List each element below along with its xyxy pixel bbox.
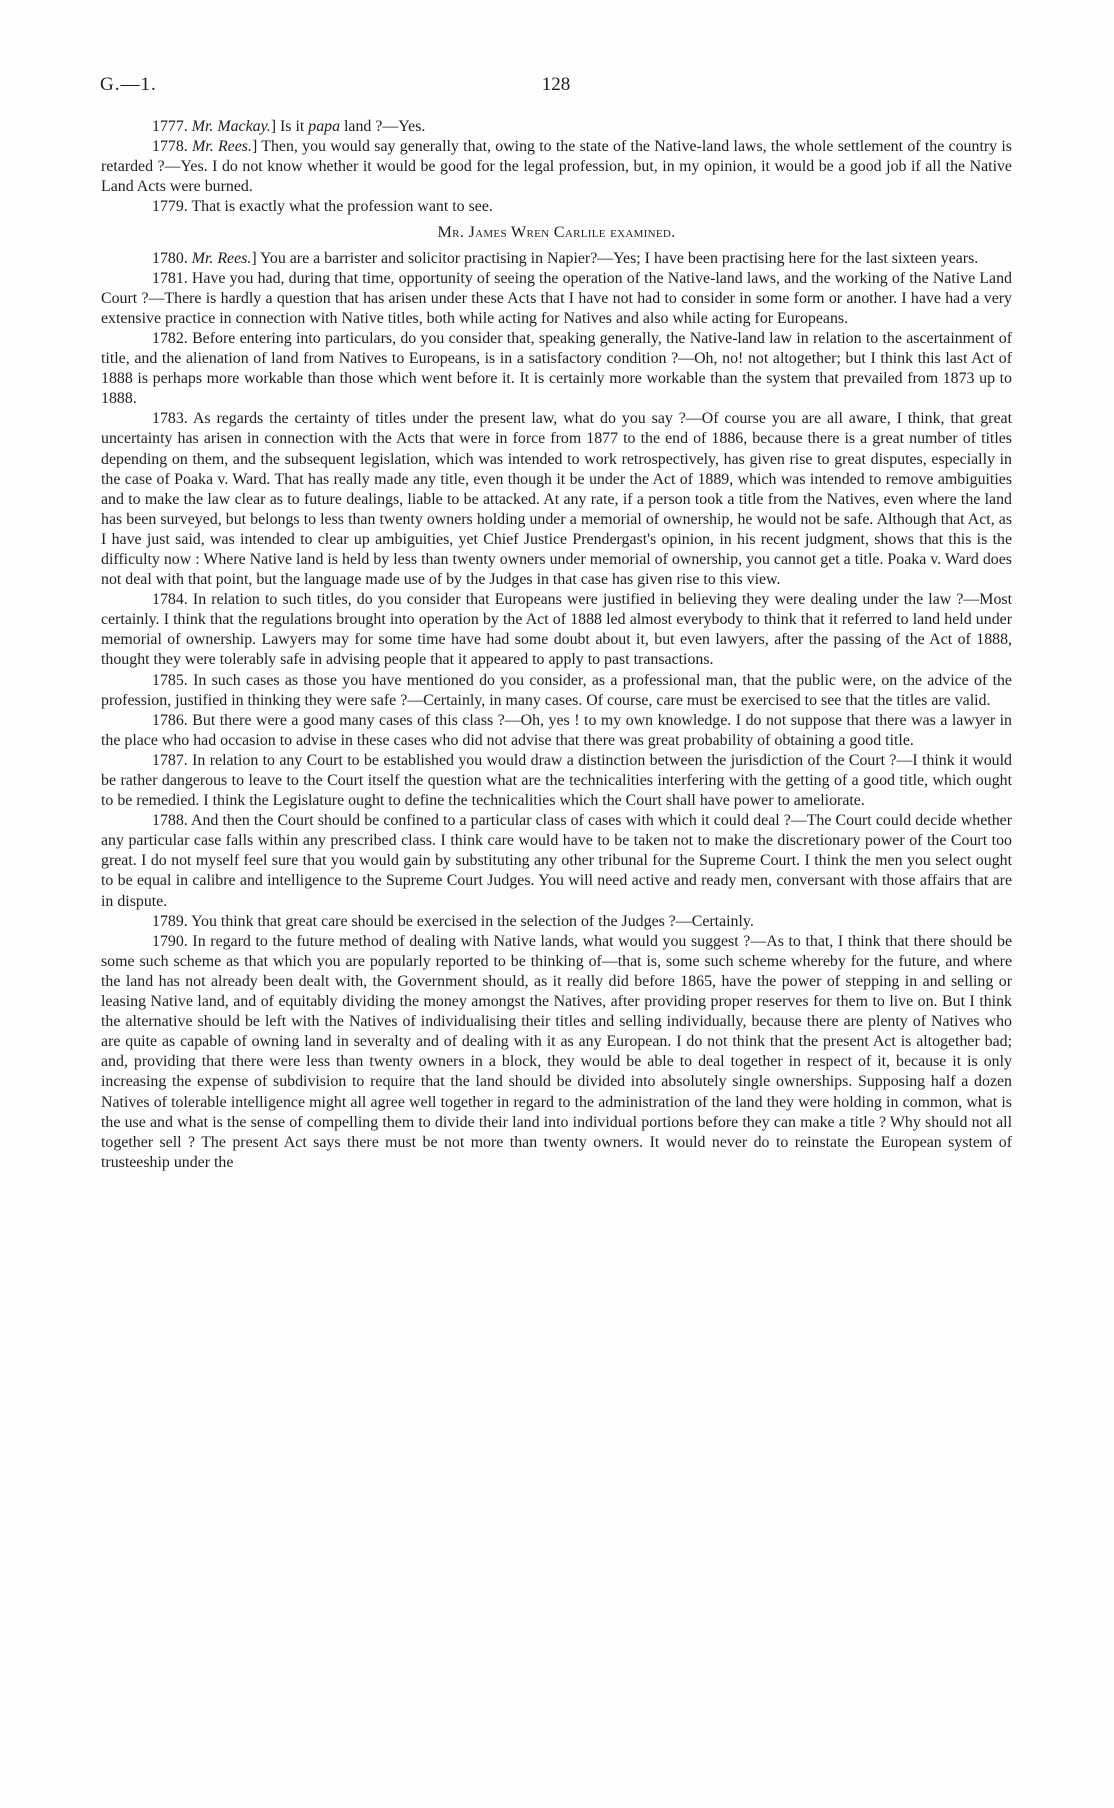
paragraph-1787	[101, 751, 1012, 811]
speaker: Mr. Rees.	[192, 138, 252, 156]
paragraph-1790	[101, 932, 1012, 1173]
paragraph-text: Have you had, during that time, opportunity of seeing the operation of the Native-land laws, and the working of the Native Land Court ?—There is hardly a question that has arisen under these Acts that I have not had to consider in some form or another. I have had a very extensive practice in connection with Native titles, both while acting for Natives and also while acting for Europeans.	[101, 269, 1012, 327]
paragraph-text: ] You are a barrister and solicitor practising in Napier?—Yes; I have been practising here for the last sixteen years.	[251, 249, 979, 267]
speaker: Mr. Rees.	[191, 249, 252, 267]
paragraph-text: You think that great care should be exercised in the selection of the Judges ?—Certainly.	[191, 912, 754, 930]
paragraph-text: But there were a good many cases of this class ?—Oh, yes ! to my own knowledge. I do not suppose that there was a lawyer in the place who had occasion to advise in these cases who did not advise that there was great probability of obtaining a good title.	[101, 711, 1012, 749]
paragraph-text: In such cases as those you have mentioned do you consider, as a professional man, that the public were, on the advice of the profession, justified in thinking they were safe ?—Certainly, in many cases. Of course, care must be exercised to see that the titles are valid.	[101, 671, 1012, 709]
paragraph-text: As regards the certainty of titles under the present law, what do you say ?—Of course you are all aware, I think, that great uncertainty has arisen in connection with the Acts that were in force from 1877 to the end of 1886, because there is a great number of titles depending on them, and the subsequent legislation, which was intended to work retrospectively, has given rise to great disputes, especially in the case of Poaka v. Ward. That has really made any title, even though it be under the Act of 1889, which was intended to remove ambiguities and to make the law clear as to future dealings, liable to be attacked. At any rate, if a person took a title from the Natives, even where the land has been surveyed, but belongs to less than twenty owners holding under a memorial of ownership, he would not be safe. Although that Act, as I have just said, was intended to clear up ambiguities, yet Chief Justice Prendergast's opinion, in his recent judgment, shows that this is the difficulty now : Where Native land is held by less than twenty owners under memorial of ownership, you cannot get a title. Poaka v. Ward does not deal with that point, but the language made use of by the Judges in that case has given rise to this view.	[101, 410, 1012, 589]
question-number: 1785.	[152, 671, 188, 689]
paragraph-1777	[101, 117, 1012, 137]
answer-text: land ?—Yes.	[340, 118, 426, 135]
paragraph-1779	[101, 197, 1012, 217]
paragraph-text: And then the Court should be confined to a particular class of cases with which it could deal ?—The Court could decide whether any particular case falls within any prescribed class. I think care would have to be taken not to make the discretionary power of the Court too great. I do not myself feel sure that you would gain by substituting any other tribunal for the Supreme Court. I think the men you select ought to be equal in calibre and intelligence to the Supreme Court Judges. You will need active and ready men, conversant with those affairs that are in dispute.	[101, 812, 1012, 910]
paragraph-1780	[101, 249, 1012, 269]
question-number: 1787.	[152, 751, 188, 769]
question-number: 1789.	[152, 912, 188, 930]
italic-term: papa	[308, 118, 341, 135]
question-number: 1780.	[152, 249, 188, 267]
document-body	[101, 117, 1012, 1173]
paragraph-1786	[101, 711, 1012, 751]
page-header	[100, 74, 1012, 104]
question-number: 1777.	[152, 118, 188, 135]
question-number: 1786.	[152, 711, 188, 729]
paragraph-1783	[101, 409, 1012, 590]
paragraph-1785	[101, 671, 1012, 711]
page-code: G.—1.	[100, 74, 157, 95]
paragraph-1784	[101, 590, 1012, 670]
paragraph-1781	[101, 269, 1012, 329]
page-number: 128	[541, 74, 571, 95]
paragraph-text: That is exactly what the profession want to see.	[191, 198, 493, 216]
paragraph-text: In relation to such titles, do you consider that Europeans were justified in believing they were dealing under the law ?—Most certainly. I think that the regulations brought into operation by the Act of 1888 led almost everybody to think that it referred to land held under memorial of ownership. Lawyers may for some time have had some doubt about it, but even lawyers, after the passing of the Act of 1888, thought they were tolerably safe in advising people that it appeared to apply to past transactions.	[101, 591, 1012, 669]
paragraph-1778	[101, 137, 1012, 197]
paragraph-1782	[101, 329, 1012, 409]
question-number: 1781.	[152, 269, 188, 287]
speaker: Mr. Mackay.	[191, 118, 271, 135]
question-number: 1784.	[152, 591, 188, 609]
section-title: Mr. James Wren Carlile examined.	[437, 223, 676, 242]
paragraph-text: In relation to any Court to be established you would draw a distinction between the jurisdiction of the Court ?—I think it would be rather dangerous to leave to the Court itself the question what are the technicalities interfering with the getting of a good title, which ought to be remedied. I think the Legislature ought to define the technicalities which the Court shall have power to ameliorate.	[101, 751, 1012, 810]
question-number: 1782.	[152, 329, 188, 347]
question-number: 1788.	[152, 812, 188, 830]
paragraph-text: ] Then, you would say generally that, owing to the state of the Native-land laws, the whole settlement of the country is retarded ?—Yes. I do not know whether it would be good for the legal profession, but, in my opinion, it would be a good job if all the Native Land Acts were burned.	[101, 138, 1012, 196]
question-number: 1779.	[152, 198, 188, 216]
paragraph-text: In regard to the future method of dealing with Native lands, what would you suggest ?—As to that, I think that there should be some such scheme as that which you are popularly reported to be thinking of—that is, some such scheme whereby for the future, and where the land has not already been dealt with, the Government should, as it really did before 1865, have the power of stepping in and selling or leasing Native land, and of equitably dividing the money amongst the Natives, after providing proper reserves for them to live on. But I think the alternative should be left with the Natives of individualising their titles and selling individually, because there are plenty of Natives who are quite as capable of owning land in severalty and of dealing with it as any European. I do not think that the present Act is altogether bad; and, providing that there were less than twenty owners in a block, they would be able to deal together in respect of it, because it is only increasing the expense of subdivision to require that the land should be divided into absolutely single ownerships. Supposing half a dozen Natives of tolerable intelligence might all agree well together in regard to the administration of the land they were holding in common, what is the use and what is the sense of compelling them to divide their land into individual portions before they can make a title ? Why should not all together sell ? The present Act says there must be not more than twenty owners. It would never do to reinstate the European system of trusteeship under the	[101, 932, 1012, 1171]
paragraph-1788	[101, 811, 1012, 911]
paragraph-1789	[101, 912, 1012, 932]
paragraph-text: Before entering into particulars, do you consider that, speaking generally, the Native-land law in relation to the ascertainment of title, and the alienation of land from Natives to Europeans, is in a satisfactory condition ?—Oh, no! not altogether; but I think this last Act of 1888 is perhaps more workable than those which went before it. It is certainly more workable than the system that prevailed from 1873 up to 1888.	[101, 329, 1012, 408]
question-number: 1778.	[152, 138, 188, 156]
question-text: ] Is it	[270, 118, 309, 135]
question-number: 1783.	[152, 410, 188, 428]
question-number: 1790.	[152, 932, 188, 950]
